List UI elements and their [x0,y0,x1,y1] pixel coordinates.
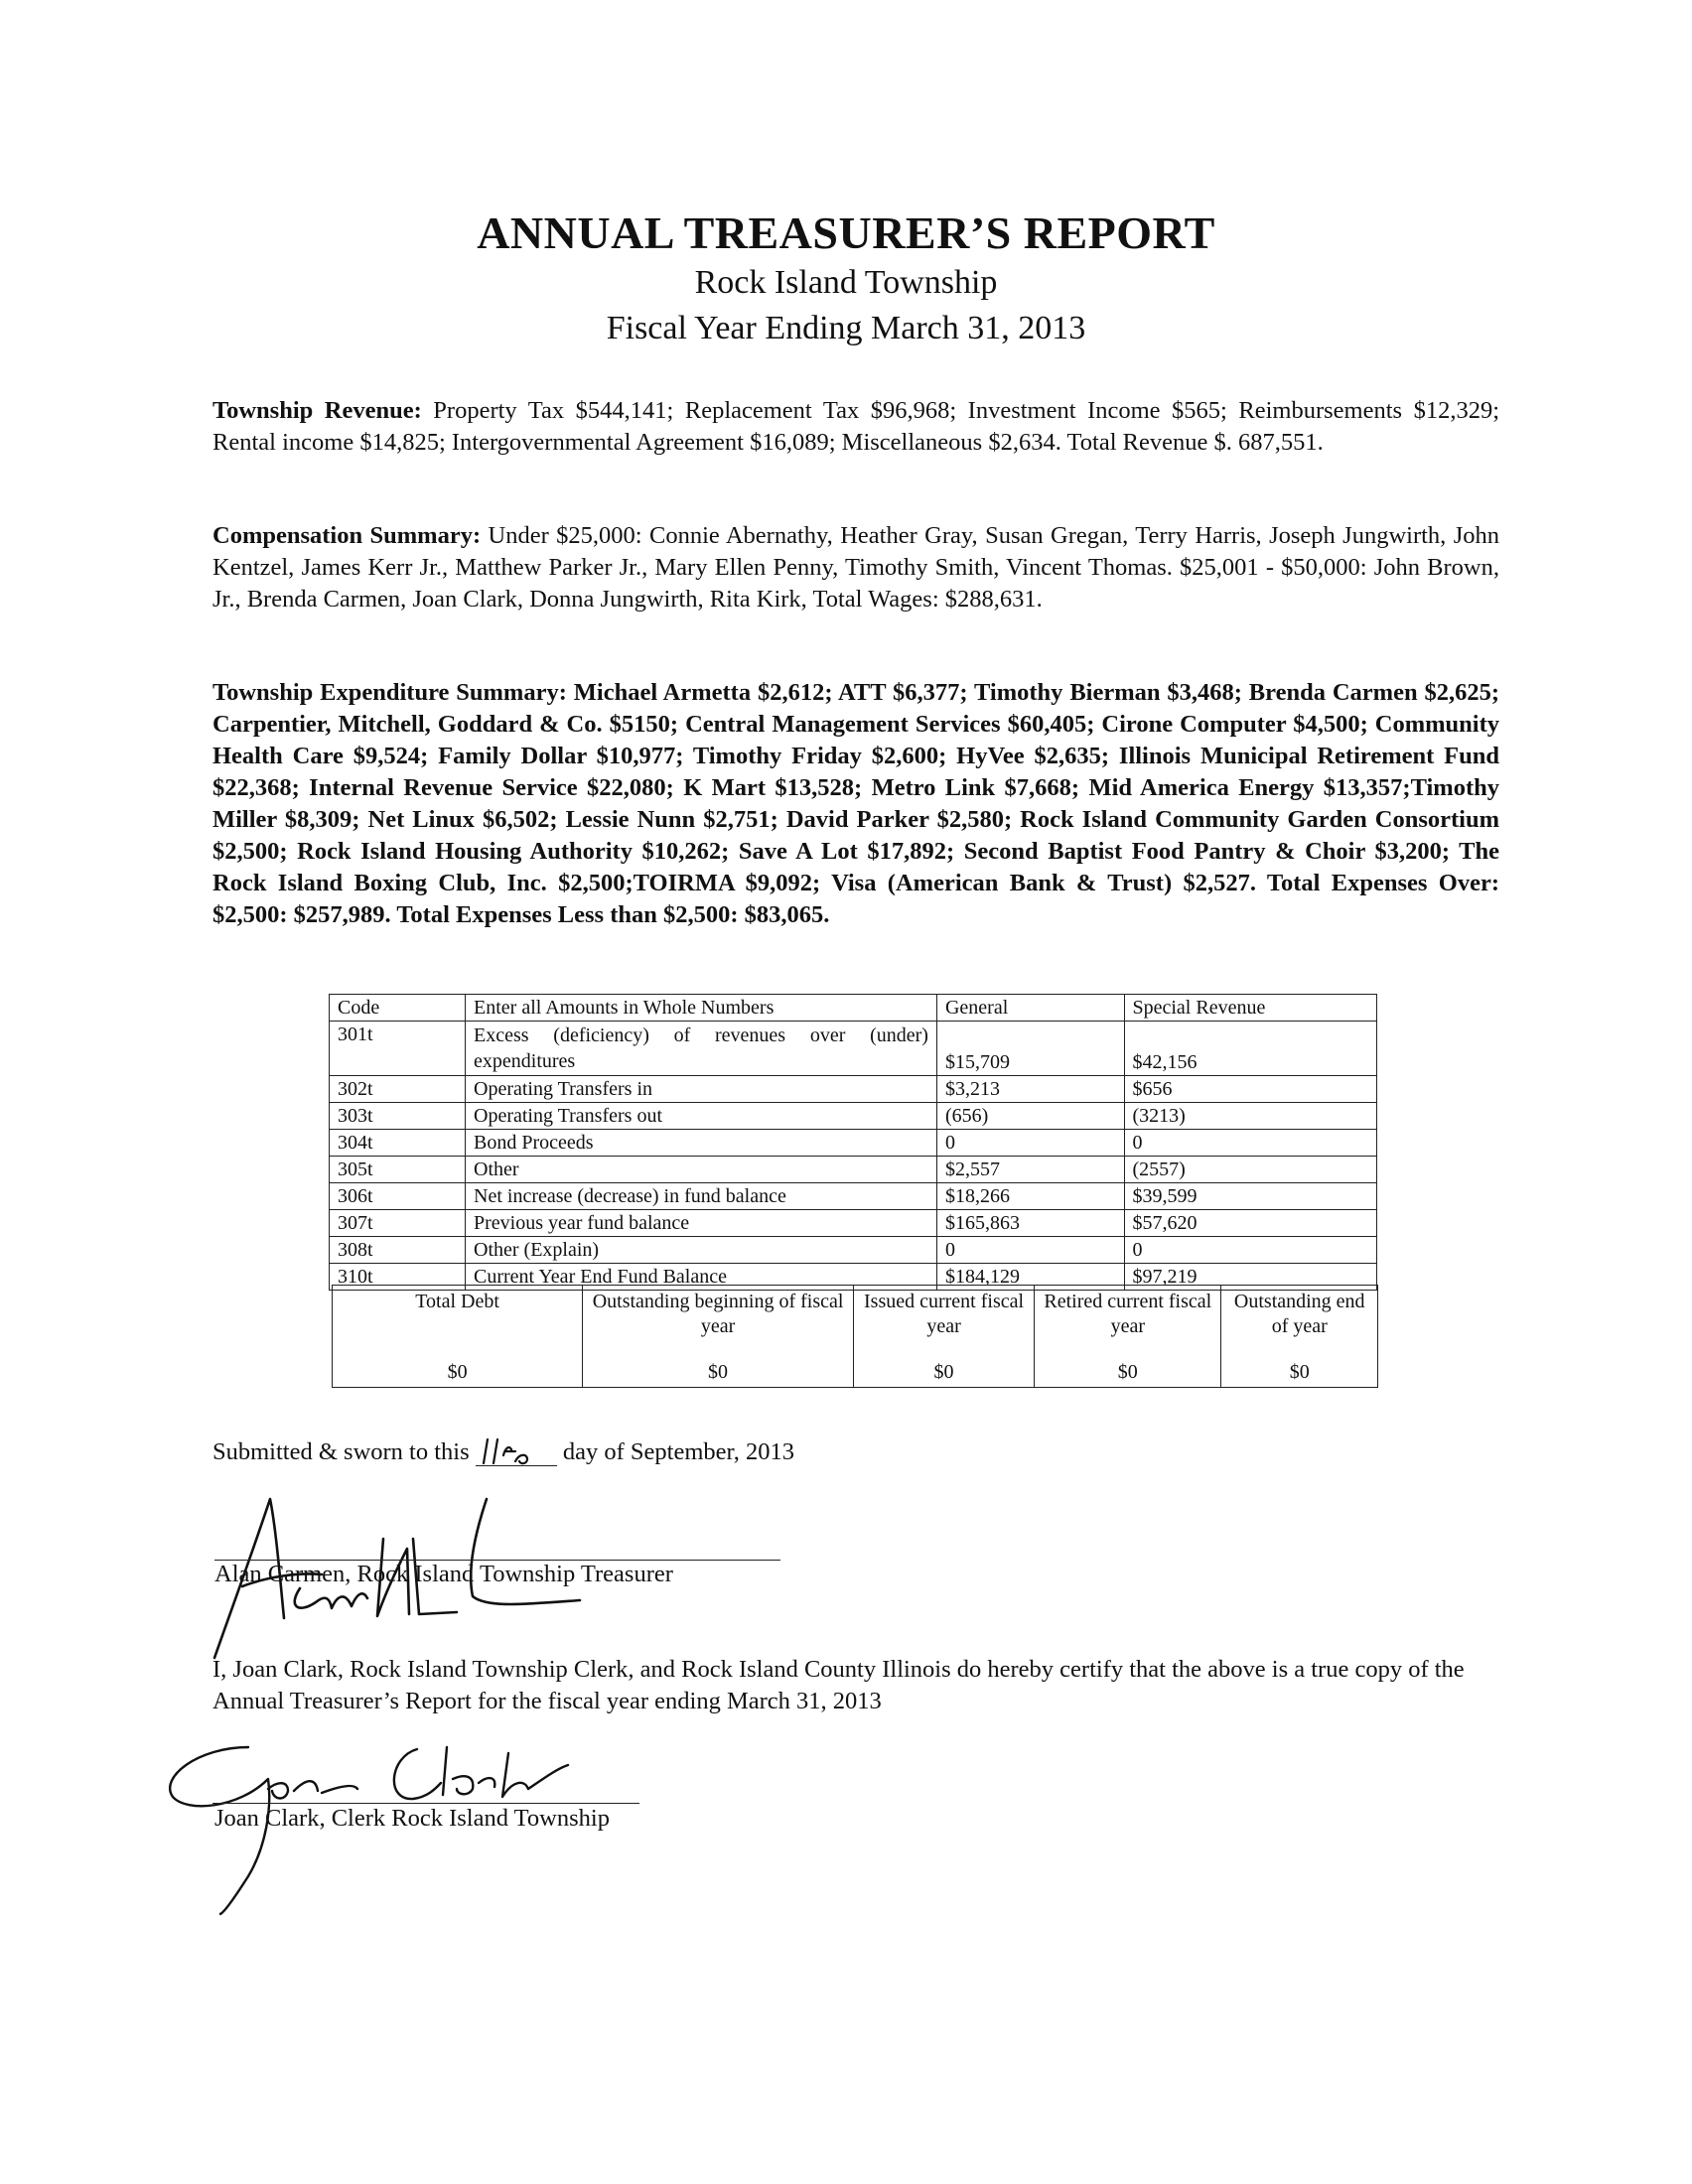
debt-header: Retired current fiscal year [1044,1291,1212,1337]
handwritten-day-mark [476,1437,557,1467]
treasurer-name: Alan Carmen, Rock Island Township Treasurer [214,1561,673,1587]
row-general: $18,266 [936,1183,1124,1210]
expenditure-paragraph: Township Expenditure Summary: Michael Armetta $2,612; ATT $6,377; Timothy Bierman $3,468; Brenda Carmen $2,625; Carpentier, Mitchell, Goddard & Co. $5150; Central Management Services $60,405; Cirone Computer $4,500; Community Health Care $9,524; Family Dollar $10,977; Timothy Friday $2,600; HyVee $2,635; Illinois Municipal Retirement Fund $22,368; Internal Revenue Service $22,080; K Mart $13,528; Metro Link $7,668; Mid America Energy $13,357;Timothy Miller $8,309; Net Linux $6,502; Lessie Nunn $2,751; David Parker $2,580; Rock Island Community Garden Consortium $2,500; Rock Island Housing Authority $10,262; Save A Lot $17,892; Second Baptist Food Pantry & Choir $3,200; The Rock Island Boxing Club, Inc. $2,500;TOIRMA $9,092; Visa (American Bank & Trust) $2,527. Total Expenses Over: $2,500: $257,989. Total Expenses Less than $2,500: $83,065. [212,679,1499,928]
row-general: 0 [936,1130,1124,1157]
table-row [330,1210,1377,1237]
table-row [330,1157,1377,1183]
row-description: Net increase (decrease) in fund balance [466,1183,937,1210]
row-code: 307t [330,1210,466,1237]
header-description: Enter all Amounts in Whole Numbers [466,995,937,1022]
row-special: (3213) [1124,1103,1377,1130]
header-special-revenue: Special Revenue [1124,995,1377,1022]
row-code: 302t [330,1076,466,1103]
table-row [330,1022,1377,1076]
row-description: Excess (deficiency) of revenues over (under) expenditures [466,1022,937,1076]
fiscal-year: Fiscal Year Ending March 31, 2013 [606,310,1086,346]
clerk-certification: I, Joan Clark, Rock Island Township Clerk, and Rock Island County Illinois do hereby certify that the above is a true copy of the Annual Treasurer’s Report for the fiscal year ending March 31, 2013 [212,1656,1465,1714]
row-description: Operating Transfers in [466,1076,937,1103]
row-general: (656) [936,1103,1124,1130]
row-code: 304t [330,1130,466,1157]
table-row [330,1076,1377,1103]
row-description: Current Year End Fund Balance [466,1264,937,1291]
table-row [330,1130,1377,1157]
fund-balance-table [329,994,1377,1291]
sworn-suffix: day of September, 2013 [562,1438,794,1465]
debt-header: Total Debt [415,1291,499,1312]
township-name: Rock Island Township [694,264,998,301]
debt-value: $0 [1289,1361,1310,1383]
table-row [330,1103,1377,1130]
debt-value: $0 [933,1361,954,1383]
report-title: ANNUAL TREASURER’S REPORT [477,207,1215,258]
debt-value: $0 [1117,1361,1138,1383]
row-special: $656 [1124,1076,1377,1103]
revenue-paragraph [212,395,1499,459]
sworn-prefix: Submitted & sworn to this [212,1438,470,1465]
handwritten-day [476,1437,557,1466]
row-description: Bond Proceeds [466,1130,937,1157]
header-code: Code [330,995,466,1022]
debt-table [332,1285,1378,1388]
row-special: $57,620 [1124,1210,1377,1237]
compensation-label: Compensation Summary: [212,522,482,549]
debt-row [333,1286,1378,1388]
row-code: 308t [330,1237,466,1264]
compensation-text: Under $25,000: Connie Abernathy, Heather Gray, Susan Gregan, Terry Harris, Joseph Jungwirth, John Kentzel, James Kerr Jr., Matthew Parker Jr., Mary Ellen Penny, Timothy Smith, Vincent Thomas. $25,001 - $50,000: John Brown, Jr., Brenda Carmen, Joan Clark, Donna Jungwirth, Rita Kirk, Total Wages: $288,631. [212,522,1500,613]
compensation-paragraph [212,520,1499,615]
debt-header: Issued current fiscal year [864,1291,1025,1337]
row-description: Other [466,1157,937,1183]
debt-value: $0 [447,1361,468,1383]
revenue-text: Property Tax $544,141; Replacement Tax $96,968; Investment Income $565; Reimbursements $12,329; Rental income $14,825; Intergovernmental Agreement $16,089; Miscellaneous $2,634. Total Revenue $. 687,551. [212,397,1500,456]
row-special: 0 [1124,1237,1377,1264]
header-general: General [936,995,1124,1022]
fund-table-header-row [330,995,1377,1022]
row-general: $3,213 [936,1076,1124,1103]
row-special: $42,156 [1124,1022,1377,1076]
debt-cell-issued [853,1286,1034,1388]
clerk-signature-line [212,1803,639,1804]
row-code: 305t [330,1157,466,1183]
debt-cell-total [333,1286,583,1388]
row-general: $2,557 [936,1157,1124,1183]
sworn-statement [212,1437,794,1466]
table-row [330,1237,1377,1264]
row-general: 0 [936,1237,1124,1264]
row-code: 310t [330,1264,466,1291]
row-general: $165,863 [936,1210,1124,1237]
row-special: (2557) [1124,1157,1377,1183]
row-general: $15,709 [936,1022,1124,1076]
row-code: 306t [330,1183,466,1210]
row-code: 301t [330,1022,466,1076]
row-description: Previous year fund balance [466,1210,937,1237]
debt-header: Outstanding end of year [1233,1291,1365,1337]
debt-cell-retired [1035,1286,1221,1388]
revenue-label: Township Revenue: [212,397,422,424]
row-general: $184,129 [936,1264,1124,1291]
debt-value: $0 [708,1361,729,1383]
row-code: 303t [330,1103,466,1130]
row-special: $39,599 [1124,1183,1377,1210]
row-description: Operating Transfers out [466,1103,937,1130]
row-description: Other (Explain) [466,1237,937,1264]
debt-cell-beginning [583,1286,854,1388]
row-special: $97,219 [1124,1264,1377,1291]
clerk-name: Joan Clark, Clerk Rock Island Township [214,1805,610,1832]
row-special: 0 [1124,1130,1377,1157]
debt-cell-outstanding-end [1221,1286,1378,1388]
table-row [330,1183,1377,1210]
debt-header: Outstanding beginning of fiscal year [592,1291,844,1337]
